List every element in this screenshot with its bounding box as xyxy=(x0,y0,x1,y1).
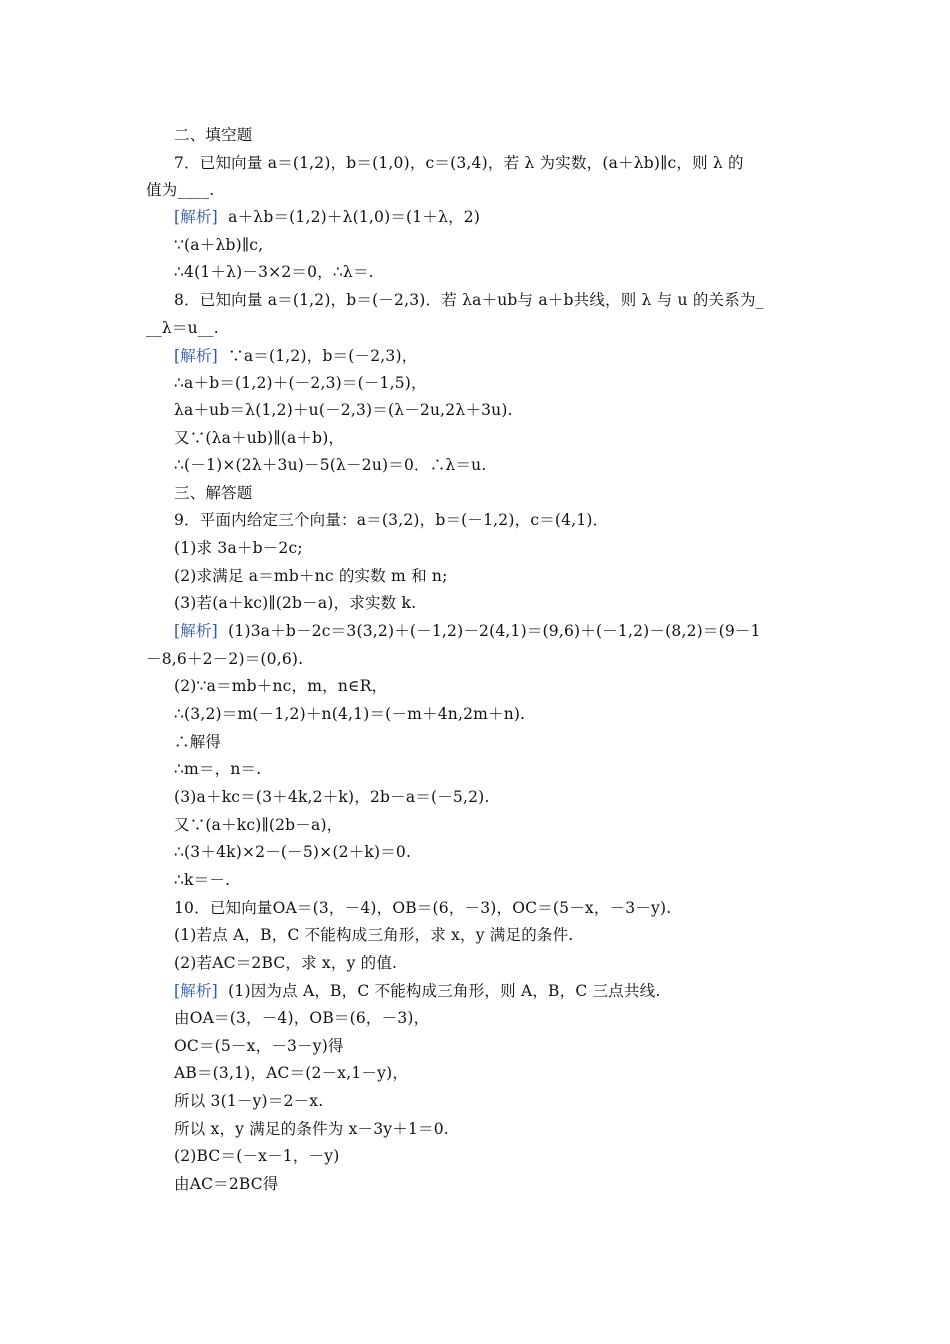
text-line xyxy=(174,262,374,282)
line-text: ∴(3,2)＝m(－1,2)＋n(4,1)＝(－m＋4n,2m＋n). xyxy=(174,705,526,723)
line-text: ∴a＋b＝(1,2)＋(－2,3)＝(－1,5)， xyxy=(174,374,427,392)
line-text: ∵(a＋λb)∥c, xyxy=(174,236,264,254)
text-line xyxy=(174,510,608,530)
line-text: OC＝(5－x，－3－y)得 xyxy=(174,1037,344,1055)
text-line xyxy=(174,483,253,503)
text-line xyxy=(174,704,525,724)
line-text: 由OA＝(3，－4)，OB＝(6，－3)， xyxy=(174,1009,430,1027)
text-line xyxy=(174,925,573,945)
text-line xyxy=(174,870,230,890)
text-line xyxy=(174,207,480,227)
text-line xyxy=(174,1036,344,1056)
line-text: 所以 x，y 满足的条件为 x－3y＋1＝0. xyxy=(174,1120,449,1138)
line-text: (1)因为点 A，B，C 不能构成三角形，则 A，B，C 三点共线. xyxy=(217,982,661,1000)
line-text: ∴4(1＋λ)－3×2＝0，∴λ＝. xyxy=(174,263,374,281)
line-text: ∴m＝，n＝. xyxy=(174,760,262,778)
text-line xyxy=(174,538,303,558)
text-line xyxy=(174,787,490,807)
line-text: 9．平面内给定三个向量：a＝(3,2)，b＝(－1,2)，c＝(4,1)． xyxy=(174,511,609,529)
text-line xyxy=(174,593,416,613)
analysis-tag: [解析] xyxy=(174,347,218,365)
line-text: 所以 3(1－y)＝2－x. xyxy=(174,1092,324,1110)
text-line xyxy=(174,732,221,752)
text-line xyxy=(174,290,764,310)
line-text: (1)求 3a＋b－2c; xyxy=(174,539,303,557)
text-line xyxy=(174,346,417,366)
text-line xyxy=(174,981,660,1001)
line-text: 三、解答题 xyxy=(174,484,253,502)
line-text: ∴(－1)×(2λ＋3u)－5(λ－2u)＝0．∴λ＝u. xyxy=(174,456,487,474)
line-text: (1)3a＋b－2c＝3(3,2)＋(－1,2)－2(4,1)＝(9,6)＋(－1,2)－(8,2)＝(9－1 xyxy=(217,622,761,640)
line-text: ∴解得 xyxy=(174,733,222,751)
text-line xyxy=(174,428,344,448)
text-line xyxy=(174,125,253,145)
text-line xyxy=(174,815,342,835)
line-text: (1)若点 A，B，C 不能构成三角形，求 x，y 满足的条件. xyxy=(174,926,574,944)
line-text: 二、填空题 xyxy=(174,126,253,144)
line-text: (3)a＋kc＝(3＋4k,2＋k)，2b－a＝(－5,2). xyxy=(174,788,490,806)
line-text: (2)∵a＝mb＋nc，m，n∈R， xyxy=(174,677,388,695)
text-line xyxy=(174,455,486,475)
text-line xyxy=(174,1119,449,1139)
text-line xyxy=(174,1063,408,1083)
text-line xyxy=(146,649,303,669)
analysis-tag: [解析] xyxy=(174,982,218,1000)
text-line xyxy=(174,1008,429,1028)
analysis-tag: [解析] xyxy=(174,208,218,226)
line-text: a＋λb＝(1,2)＋λ(1,0)＝(1＋λ，2) xyxy=(217,208,481,226)
line-text: __λ＝u__. xyxy=(146,319,219,337)
text-line xyxy=(174,898,671,918)
line-text: －8,6＋2－2)＝(0,6). xyxy=(146,650,304,668)
text-line xyxy=(174,373,427,393)
text-line xyxy=(146,180,214,200)
line-text: 8．已知向量 a＝(1,2)，b＝(－2,3)．若 λa＋ub与 a＋b共线，则 λ 与 u 的关系为_ xyxy=(174,291,764,309)
text-line xyxy=(174,676,387,696)
text-line xyxy=(174,153,744,173)
text-line xyxy=(174,842,411,862)
line-text: AB＝(3,1)，AC＝(2－x,1－y)， xyxy=(174,1064,409,1082)
text-line xyxy=(174,1091,323,1111)
line-text: 7．已知向量 a＝(1,2)，b＝(1,0)，c＝(3,4)，若 λ 为实数，(a＋λb)∥c，则 λ 的 xyxy=(174,154,744,172)
line-text: (3)若(a＋kc)∥(2b－a)，求实数 k. xyxy=(174,594,417,612)
line-text: 10．已知向量OA＝(3，－4)，OB＝(6，－3)，OC＝(5－x，－3－y). xyxy=(174,899,672,917)
line-text: 又∵(a＋kc)∥(2b－a)， xyxy=(174,816,343,834)
line-text: (2)BC＝(－x－1，－y) xyxy=(174,1147,340,1165)
line-text: 值为____. xyxy=(146,181,215,199)
line-text: 由AC＝2BC得 xyxy=(174,1175,279,1193)
line-text: λa＋ub＝λ(1,2)＋u(－2,3)＝(λ－2u,2λ＋3u). xyxy=(174,401,513,419)
text-line xyxy=(146,318,219,338)
line-text: 又∵(λa＋ub)∥(a＋b)， xyxy=(174,429,345,447)
line-text: ∴(3＋4k)×2－(－5)×(2＋k)＝0. xyxy=(174,843,412,861)
line-text: (2)若AC＝2BC，求 x，y 的值. xyxy=(174,954,398,972)
text-line xyxy=(174,953,397,973)
text-line xyxy=(174,621,761,641)
text-line xyxy=(174,759,261,779)
text-line xyxy=(174,1174,279,1194)
text-line xyxy=(174,235,263,255)
line-text: (2)求满足 a＝mb＋nc 的实数 m 和 n; xyxy=(174,567,448,585)
text-line xyxy=(174,566,448,586)
text-line xyxy=(174,1146,339,1166)
analysis-tag: [解析] xyxy=(174,622,218,640)
text-line xyxy=(174,400,513,420)
line-text: ∵a＝(1,2)，b＝(－2,3)， xyxy=(217,347,418,365)
line-text: ∴k＝－. xyxy=(174,871,231,889)
